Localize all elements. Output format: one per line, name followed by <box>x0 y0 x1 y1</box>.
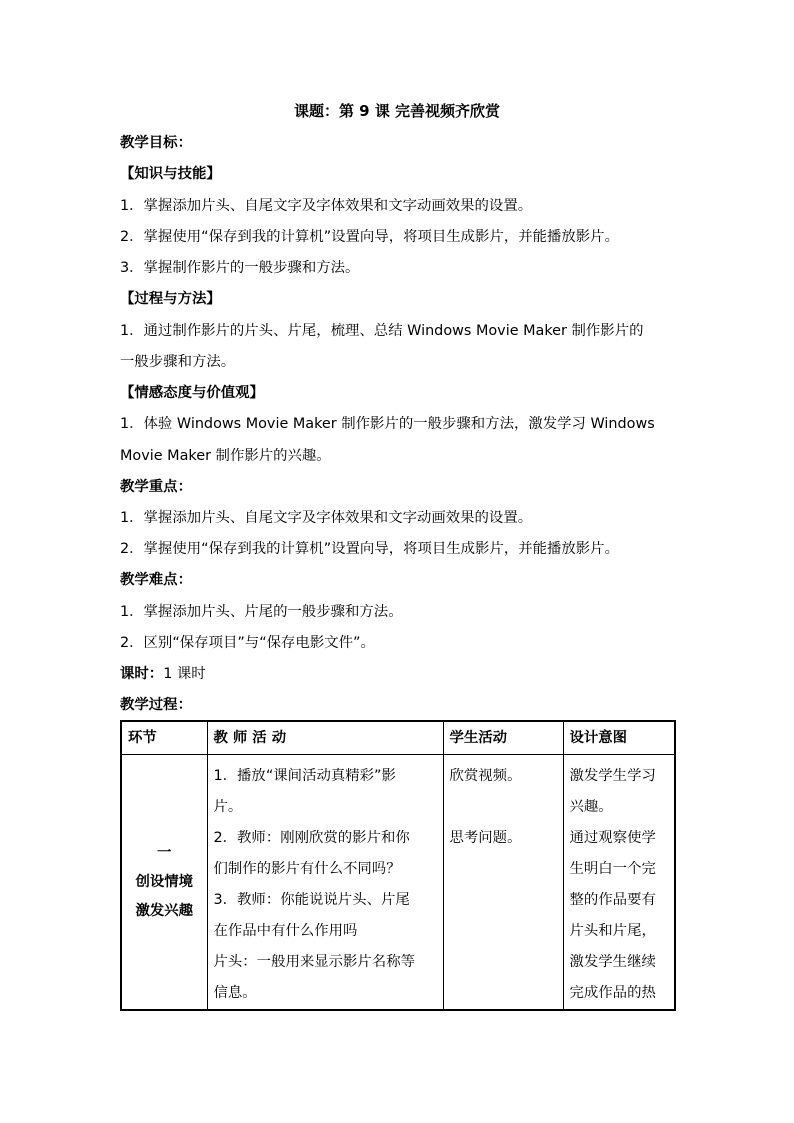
key-point-item: 1．掌握添加片头、自尾文字及字体效果和文字动画效果的设置。 <box>120 510 533 526</box>
lesson-title: 课题：第 9 课 完善视频齐欣赏 <box>293 102 501 120</box>
difficulty-item: 1．掌握添加片头、片尾的一般步骤和方法。 <box>120 604 403 620</box>
intent-line: 激发学生学习 <box>569 768 656 784</box>
difficulty-item: 2．区别“保存项目”与“保存电影文件”。 <box>120 635 375 651</box>
design-intent-cell <box>563 755 675 1011</box>
teacher-line: 片头：一般用来显示影片名称等 <box>213 954 415 970</box>
table-header-row <box>121 721 675 755</box>
student-spacer <box>450 792 559 823</box>
process-line-1: 1．通过制作影片的片头、片尾，梳理、总结 Windows Movie Maker 制作影片的 <box>120 323 644 339</box>
column-header-stage: 环节 <box>121 721 207 755</box>
stage-cell <box>121 755 207 1011</box>
teacher-line: 们制作的影片有什么不同吗？ <box>213 861 401 877</box>
attitude-line-1: 1．体验 Windows Movie Maker 制作影片的一般步骤和方法，激发学习 Windows <box>120 416 655 432</box>
column-header-teacher: 教 师 活 动 <box>207 721 443 755</box>
stage-number: 一 <box>157 844 172 861</box>
intent-line: 完成作品的热 <box>569 985 656 1001</box>
stage-line-2: 激发兴趣 <box>135 902 194 919</box>
column-header-intent: 设计意图 <box>563 721 675 755</box>
process-line-2: 一般步骤和方法。 <box>120 354 236 370</box>
table-row <box>121 755 675 1011</box>
attitude-heading: 【情感态度与价值观】 <box>120 385 264 401</box>
process-heading: 【过程与方法】 <box>120 291 221 307</box>
column-header-student: 学生活动 <box>443 721 563 755</box>
intent-line: 整的作品要有 <box>569 892 656 908</box>
intent-line: 片头和片尾， <box>569 923 656 939</box>
period-value: 1 课时 <box>163 666 206 682</box>
student-line: 欣赏视频。 <box>449 768 522 784</box>
intent-line: 激发学生继续 <box>569 954 656 970</box>
key-point-item: 2．掌握使用“保存到我的计算机”设置向导，将项目生成影片，并能播放影片。 <box>120 541 619 557</box>
attitude-line-2: Movie Maker 制作影片的兴趣。 <box>120 448 331 464</box>
difficulties-heading: 教学难点： <box>120 572 192 588</box>
teacher-line: 在作品中有什么作用吗 <box>213 923 358 939</box>
intent-line: 兴趣。 <box>569 799 613 815</box>
knowledge-item: 3．掌握制作影片的一般步骤和方法。 <box>120 260 360 276</box>
intent-line: 生明白一个完 <box>569 861 656 877</box>
objectives-heading: 教学目标： <box>120 135 192 151</box>
teacher-line: 信息。 <box>213 985 257 1001</box>
knowledge-item: 1．掌握添加片头、自尾文字及字体效果和文字动画效果的设置。 <box>120 198 533 214</box>
stage-line-1: 创设情境 <box>135 873 194 890</box>
knowledge-heading: 【知识与技能】 <box>120 166 221 182</box>
student-line: 思考问题。 <box>449 830 522 846</box>
period-line <box>120 664 680 684</box>
student-activity-cell <box>443 755 563 1011</box>
key-points-heading: 教学重点： <box>120 479 192 495</box>
teacher-line: 片。 <box>213 799 243 815</box>
knowledge-item: 2．掌握使用“保存到我的计算机”设置向导，将项目生成影片，并能播放影片。 <box>120 229 619 245</box>
period-label: 课时： <box>120 666 164 682</box>
process-section-heading: 教学过程： <box>120 697 192 713</box>
intent-line: 通过观察使学 <box>569 830 656 846</box>
teacher-activity-cell <box>207 755 443 1011</box>
teacher-line: 2．教师：刚刚欣赏的影片和你 <box>213 830 410 846</box>
lesson-plan-table <box>120 720 676 1011</box>
teacher-line: 3．教师：你能说说片头、片尾 <box>213 892 410 908</box>
teacher-line: 1．播放“课间活动真精彩”影 <box>213 768 396 784</box>
